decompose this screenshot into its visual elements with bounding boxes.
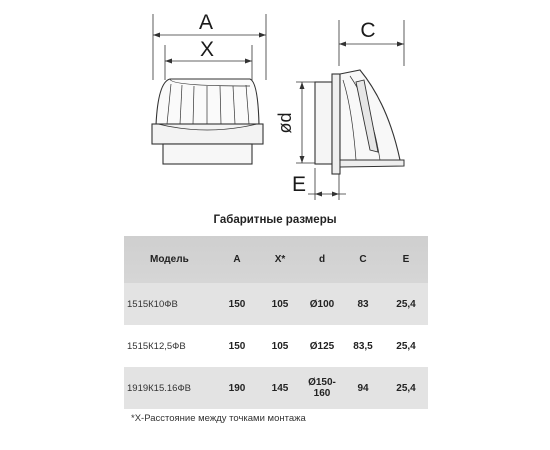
table-row	[124, 283, 428, 325]
column-header-model: Модель	[150, 254, 189, 265]
cell-model: 1515К12,5ФВ	[127, 340, 186, 352]
column-header-d: d	[318, 254, 326, 265]
dim-x-label: X	[199, 38, 215, 61]
cell-e: 25,4	[396, 382, 416, 394]
cell-c: 83,5	[353, 340, 373, 352]
cell-x: 145	[271, 382, 289, 394]
column-header-c: C	[359, 254, 367, 265]
column-header-e: E	[402, 254, 410, 265]
cell-model: 1919К15.16ФВ	[127, 382, 191, 394]
table-title: Габаритные размеры	[213, 214, 337, 226]
cell-c: 94	[357, 382, 369, 394]
cell-a: 190	[228, 382, 246, 394]
dim-a-label: A	[198, 11, 214, 34]
cell-x: 105	[271, 298, 289, 310]
cell-e: 25,4	[396, 298, 416, 310]
table-row	[124, 367, 428, 409]
cell-x: 105	[271, 340, 289, 352]
dim-e-label: E	[291, 173, 307, 196]
table-header-row	[124, 236, 428, 283]
technical-drawing	[0, 0, 550, 210]
dimensions-table	[124, 236, 428, 409]
dim-c-label: C	[360, 19, 376, 42]
cell-d: Ø150-160	[308, 377, 336, 399]
front-view	[152, 14, 266, 164]
cell-a: 150	[228, 340, 246, 352]
footnote: *X-Расстояние между точками монтажа	[131, 413, 306, 424]
cell-a: 150	[228, 298, 246, 310]
cell-d: Ø100	[309, 298, 335, 310]
cell-model: 1515К10ФВ	[127, 298, 178, 310]
cell-c: 83	[357, 298, 369, 310]
side-view	[296, 20, 404, 200]
column-header-a: A	[233, 254, 241, 265]
column-header-x: X*	[274, 254, 286, 265]
cell-d: Ø125	[309, 340, 335, 352]
cell-e: 25,4	[396, 340, 416, 352]
table-row	[124, 325, 428, 367]
dim-d-label: ød	[275, 112, 295, 134]
